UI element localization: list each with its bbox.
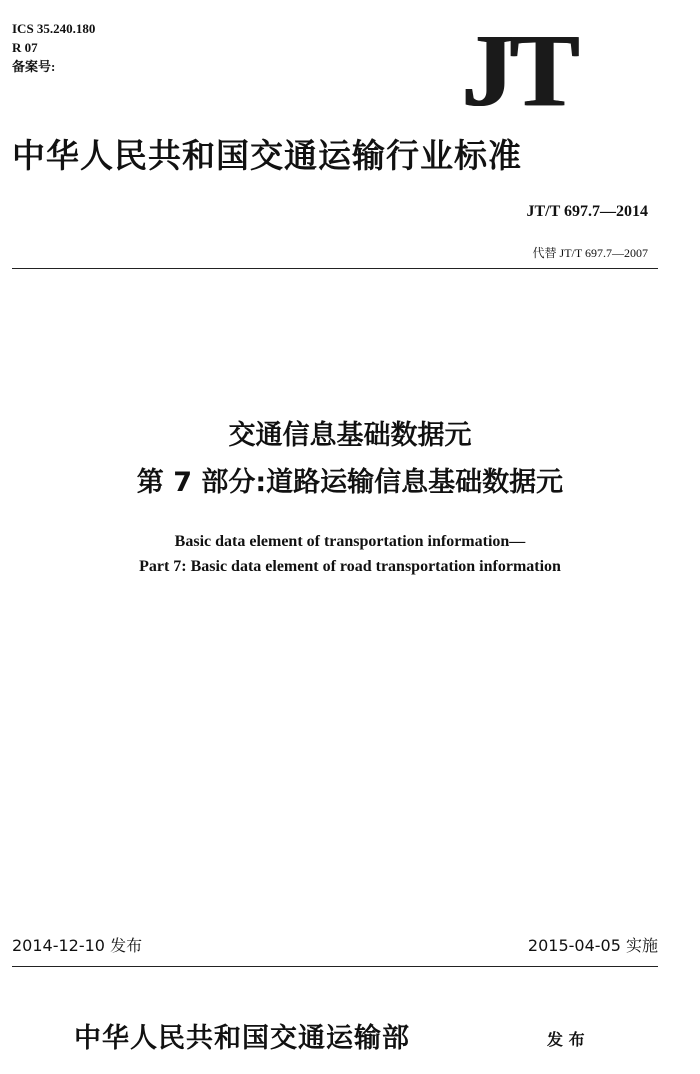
issue-date: 2014-12-10 发布	[12, 936, 143, 955]
header-divider	[12, 268, 658, 269]
record-number-label: 备案号:	[12, 59, 56, 74]
jt-logo	[462, 13, 612, 128]
footer-divider	[12, 966, 658, 967]
document-title-line-1: 交通信息基础数据元	[228, 420, 472, 451]
cover-metadata	[12, 19, 95, 76]
implementation-date: 2015-04-05 实施	[527, 936, 658, 955]
jt-logo-text: JT	[462, 13, 576, 128]
document-title-line-2: 第 7 部分:道路运输信息基础数据元	[136, 467, 564, 498]
english-title-line-1: Basic data element of transportation information—	[174, 533, 526, 550]
publish-label: 发 布	[547, 1030, 585, 1049]
publisher-name: 中华人民共和国交通运输部	[74, 1023, 410, 1054]
english-title-line-2: Part 7: Basic data element of road transportation information	[139, 558, 561, 575]
ccs-code: R 07	[12, 40, 38, 55]
ics-code: ICS 35.240.180	[12, 21, 96, 36]
standard-number: JT/T 697.7—2014	[526, 203, 648, 220]
issuing-authority-title: 中华人民共和国交通运输行业标准	[12, 136, 522, 175]
replaces-note: 代替 JT/T 697.7—2007	[532, 246, 648, 260]
